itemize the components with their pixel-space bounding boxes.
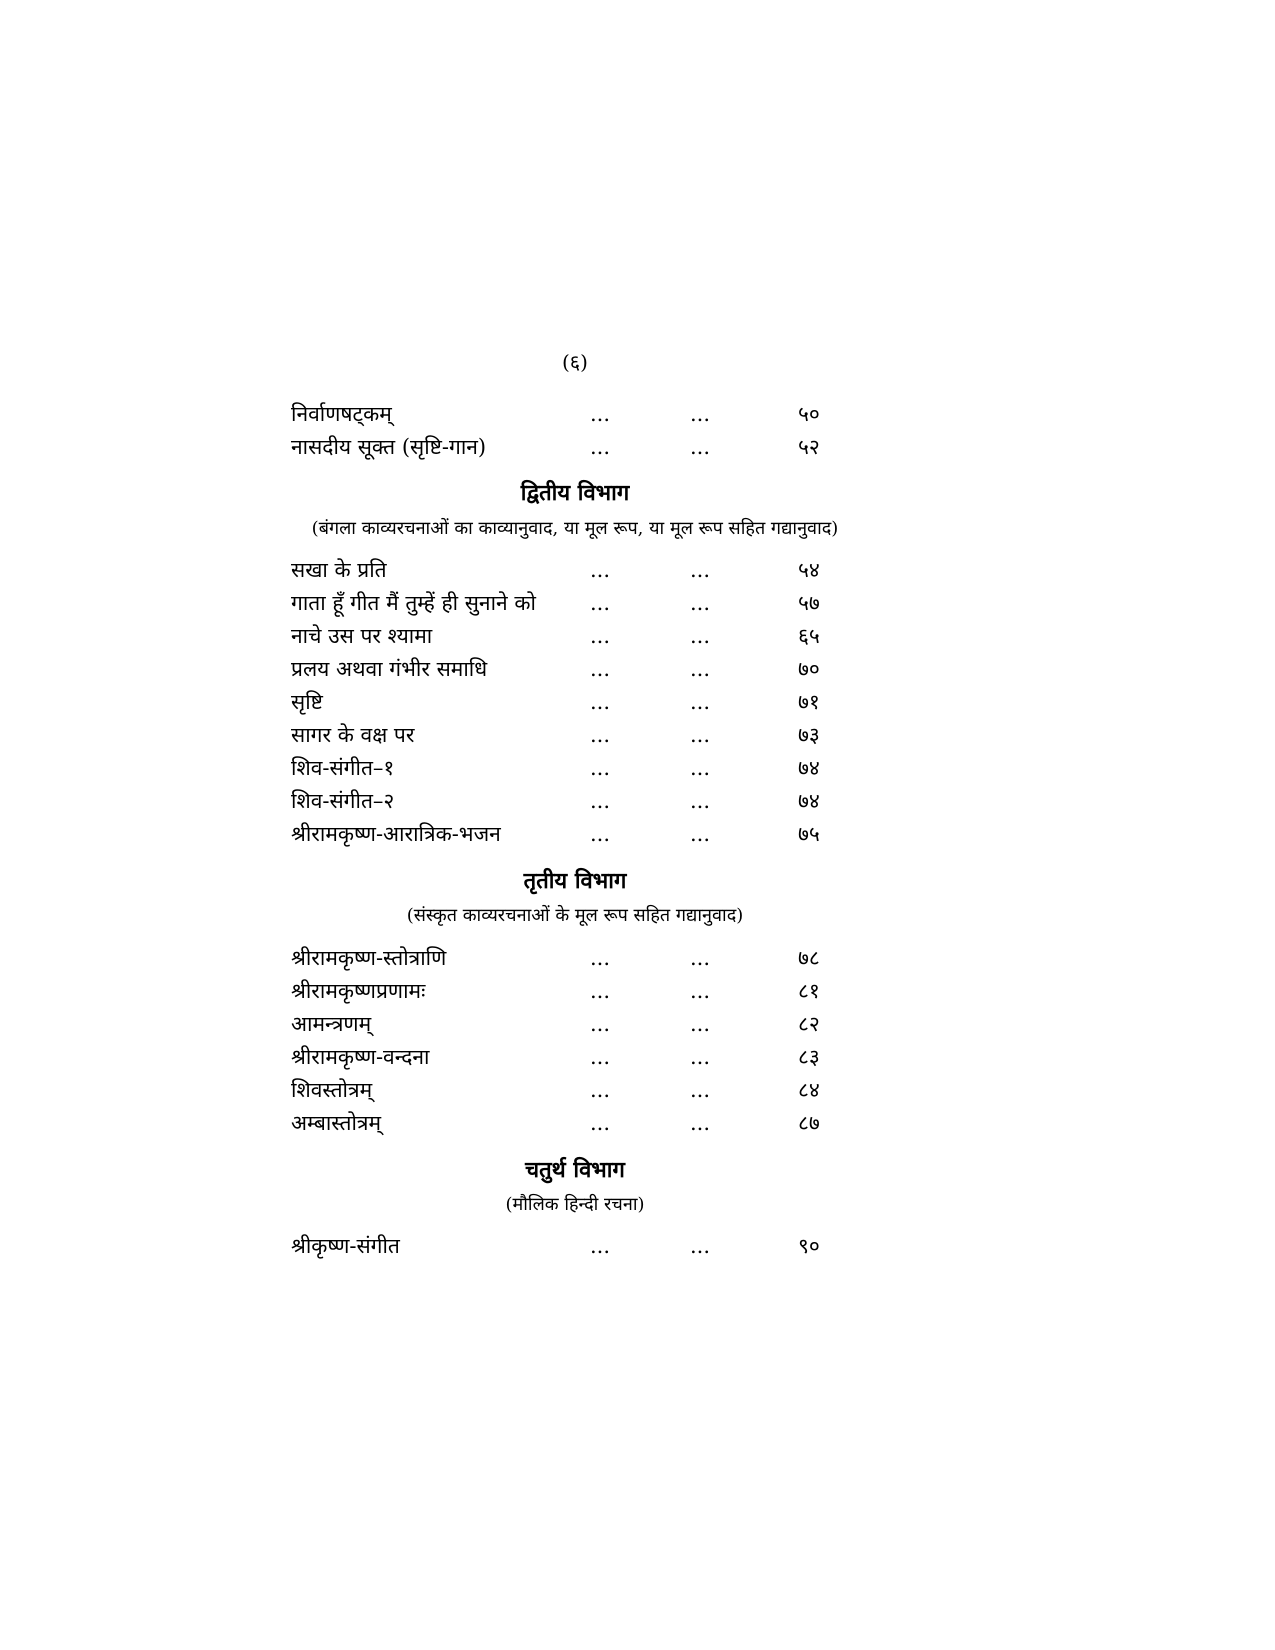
toc-entry [0, 587, 1275, 619]
toc-entry-page: ७४ [798, 756, 820, 780]
toc-entry-page: ९० [798, 1234, 820, 1258]
toc-entry-leader: ... [690, 1078, 711, 1102]
toc-entry-page: ८१ [798, 979, 820, 1003]
toc-entry [0, 686, 1275, 718]
section-heading: द्वितीय विभाग [520, 481, 630, 506]
toc-entry-title: नाचे उस पर श्यामा [291, 624, 433, 648]
toc-entry-leader: ... [590, 591, 611, 615]
toc-entry [0, 431, 1275, 463]
toc-entry-leader: ... [690, 1111, 711, 1135]
toc-entry-leader: ... [590, 723, 611, 747]
toc-entry [0, 975, 1275, 1007]
toc-entry-leader: ... [590, 756, 611, 780]
toc-entry [0, 1041, 1275, 1073]
toc-entry-title: निर्वाणषट्कम् [291, 402, 392, 426]
toc-entry-leader: ... [590, 657, 611, 681]
toc-entry-page: ७८ [798, 946, 820, 970]
toc-entry-title: श्रीरामकृष्ण-आरात्रिक-भजन [291, 822, 501, 846]
toc-entry [0, 398, 1275, 430]
toc-entry-leader: ... [590, 979, 611, 1003]
toc-entry-leader: ... [590, 822, 611, 846]
toc-entry [0, 752, 1275, 784]
toc-entry-leader: ... [690, 435, 711, 459]
toc-entry [0, 554, 1275, 586]
toc-entry-title: प्रलय अथवा गंभीर समाधि [291, 657, 488, 681]
toc-entry-leader: ... [690, 822, 711, 846]
toc-entry-page: ८७ [798, 1111, 820, 1135]
toc-entry-leader: ... [590, 946, 611, 970]
toc-entry-leader: ... [690, 723, 711, 747]
toc-entry-title: अम्बास्तोत्रम् [291, 1111, 382, 1135]
toc-entry-page: ७५ [798, 822, 820, 846]
toc-entry-leader: ... [690, 756, 711, 780]
toc-entry [0, 653, 1275, 685]
toc-entry-title: शिव-संगीत–१ [291, 756, 395, 780]
toc-entry-page: ८२ [798, 1012, 820, 1036]
toc-entry [0, 942, 1275, 974]
toc-entry-leader: ... [690, 591, 711, 615]
toc-entry-leader: ... [690, 946, 711, 970]
toc-entry-page: ७१ [798, 690, 820, 714]
page-number: (६) [561, 350, 588, 374]
toc-entry-title: सागर के वक्ष पर [291, 723, 415, 747]
toc-entry-title: श्रीरामकृष्णप्रणामः [291, 979, 426, 1003]
toc-entry-leader: ... [690, 789, 711, 813]
toc-entry-leader: ... [590, 1078, 611, 1102]
toc-entry-leader: ... [590, 402, 611, 426]
toc-entry-title: आमन्त्रणम् [291, 1012, 372, 1036]
toc-entry [0, 719, 1275, 751]
section-heading: तृतीय विभाग [523, 869, 627, 894]
toc-entry-leader: ... [590, 1111, 611, 1135]
section-heading: चतुर्थ विभाग [525, 1158, 625, 1183]
toc-entry [0, 1107, 1275, 1139]
toc-entry [0, 785, 1275, 817]
toc-entry [0, 620, 1275, 652]
toc-entry-page: ६५ [798, 624, 820, 648]
toc-entry-leader: ... [690, 624, 711, 648]
toc-entry [0, 1074, 1275, 1106]
toc-entry [0, 1230, 1275, 1262]
toc-entry-leader: ... [590, 690, 611, 714]
toc-entry-title: श्रीरामकृष्ण-स्तोत्राणि [291, 946, 447, 970]
toc-entry-title: सखा के प्रति [291, 558, 387, 582]
section-subheading: (संस्कृत काव्यरचनाओं के मूल रूप सहित गद्यानुवाद) [406, 905, 744, 926]
toc-entry-page: ८४ [798, 1078, 820, 1102]
toc-entry-leader: ... [690, 1045, 711, 1069]
toc-entry-title: शिव-संगीत–२ [291, 789, 395, 813]
toc-entry-title: श्रीकृष्ण-संगीत [291, 1234, 400, 1258]
toc-entry-leader: ... [690, 657, 711, 681]
toc-entry-leader: ... [590, 558, 611, 582]
toc-entry-page: ७४ [798, 789, 820, 813]
toc-entry-page: ५७ [798, 591, 820, 615]
toc-entry-page: ५० [798, 402, 820, 426]
toc-entry-page: ८३ [798, 1045, 820, 1069]
toc-entry-title: गाता हूँ गीत मैं तुम्हें ही सुनाने को [291, 591, 536, 615]
toc-entry-leader: ... [690, 979, 711, 1003]
section-subheading: (बंगला काव्यरचनाओं का काव्यानुवाद, या मूल रूप, या मूल रूप सहित गद्यानुवाद) [311, 518, 839, 539]
toc-entry-leader: ... [690, 402, 711, 426]
toc-entry-leader: ... [690, 558, 711, 582]
toc-entry-leader: ... [590, 435, 611, 459]
section-subheading: (मौलिक हिन्दी रचना) [505, 1194, 645, 1215]
toc-entry-leader: ... [590, 1012, 611, 1036]
toc-entry-title: नासदीय सूक्त (सृष्टि-गान) [291, 435, 487, 459]
toc-entry [0, 1008, 1275, 1040]
toc-entry-leader: ... [690, 1234, 711, 1258]
toc-entry-leader: ... [590, 1234, 611, 1258]
toc-entry-page: ७३ [798, 723, 820, 747]
toc-entry-leader: ... [690, 690, 711, 714]
toc-entry-leader: ... [590, 624, 611, 648]
toc-entry-title: शिवस्तोत्रम् [291, 1078, 373, 1102]
toc-entry-leader: ... [590, 1045, 611, 1069]
toc-entry-leader: ... [690, 1012, 711, 1036]
toc-entry-title: श्रीरामकृष्ण-वन्दना [291, 1045, 430, 1069]
toc-entry [0, 818, 1275, 850]
toc-entry-page: ५२ [798, 435, 820, 459]
toc-entry-title: सृष्टि [291, 690, 323, 714]
toc-entry-page: ५४ [798, 558, 820, 582]
toc-entry-page: ७० [798, 657, 820, 681]
toc-entry-leader: ... [590, 789, 611, 813]
